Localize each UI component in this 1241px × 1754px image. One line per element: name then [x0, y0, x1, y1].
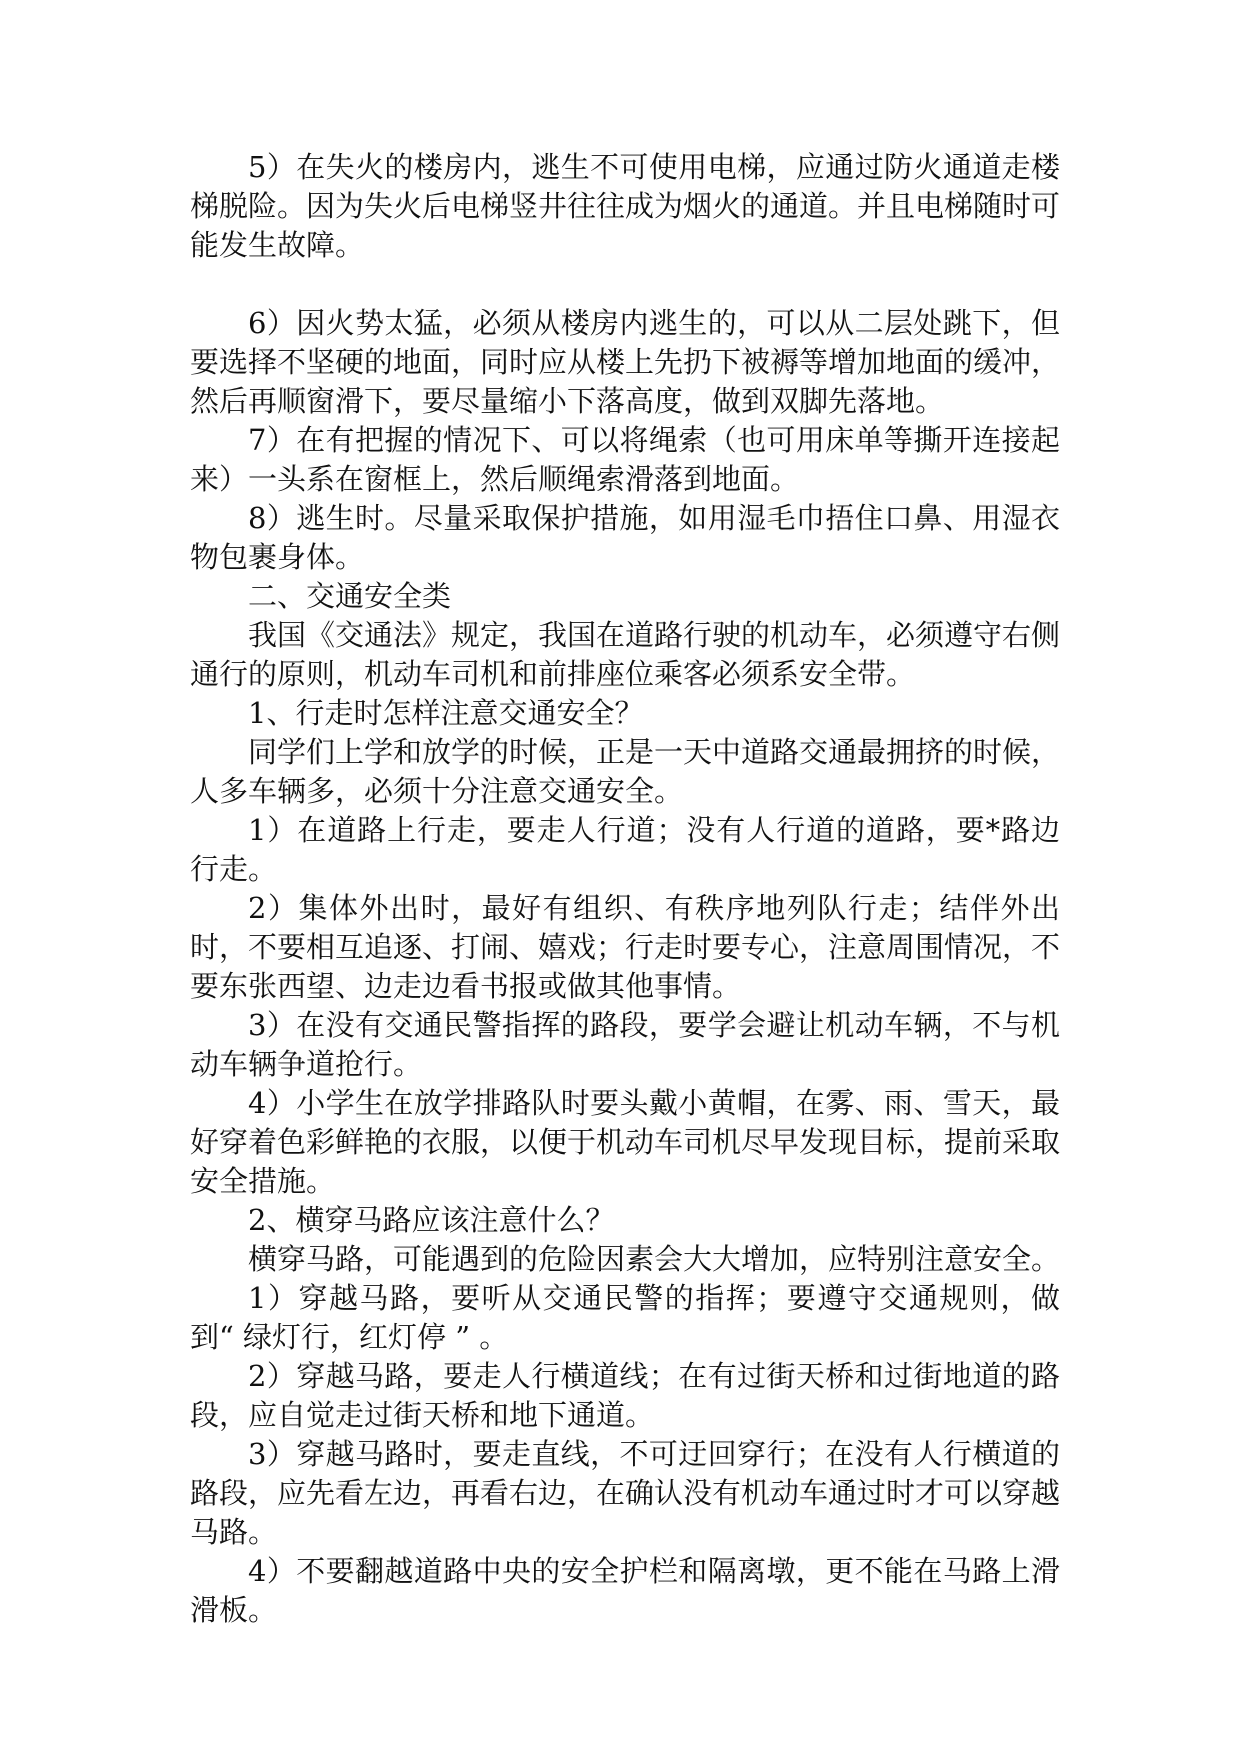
section-heading-traffic: 二、交通安全类 [248, 579, 452, 613]
paragraph-fire-protection: 8）逃生时。尽量采取保护措施，如用湿毛巾捂住口鼻、用湿衣物包裹身体。 [190, 501, 1060, 574]
paragraph-fire-jump: 6）因火势太猛，必须从楼房内逃生的，可以从二层处跳下，但要选择不坚硬的地面，同时应从楼上先扔下被褥等增加地面的缓冲，然后再顺窗滑下，要尽量缩小下落高度，做到双脚先落地。 [190, 306, 1061, 418]
paragraph-traffic-law: 我国《交通法》规定，我国在道路行驶的机动车，必须遵守右侧通行的原则，机动车司机和前排座位乘客必须系安全带。 [190, 618, 1061, 691]
paragraph-crossing-4: 4）不要翻越道路中央的安全护栏和隔离墩，更不能在马路上滑滑板。 [190, 1554, 1060, 1627]
paragraph-walking-1: 1）在道路上行走，要走人行道；没有人行道的道路，要*路边行走。 [190, 813, 1060, 886]
paragraph-walking-4: 4）小学生在放学排路队时要头戴小黄帽，在雾、雨、雪天，最好穿着色彩鲜艳的衣服，以便于机动车司机尽早发现目标，提前采取安全措施。 [190, 1086, 1061, 1198]
paragraph-walking-3: 3）在没有交通民警指挥的路段，要学会避让机动车辆，不与机动车辆争道抢行。 [190, 1008, 1060, 1081]
paragraph-crossing-3: 3）穿越马路时，要走直线，不可迂回穿行；在没有人行横道的路段，应先看左边，再看右边，在确认没有机动车通过时才可以穿越马路。 [190, 1437, 1061, 1549]
paragraph-fire-elevator: 5）在失火的楼房内，逃生不可使用电梯，应通过防火通道走楼梯脱险。因为失火后电梯竖井往往成为烟火的通道。并且电梯随时可能发生故障。 [190, 150, 1061, 262]
subheading-crossing-road: 2、横穿马路应该注意什么？ [248, 1203, 615, 1237]
paragraph-crossing-intro: 横穿马路，可能遇到的危险因素会大大增加，应特别注意安全。 [248, 1242, 1061, 1276]
document-body [190, 148, 1060, 1630]
paragraph-walking-intro: 同学们上学和放学的时候，正是一天中道路交通最拥挤的时候，人多车辆多，必须十分注意交通安全。 [190, 735, 1061, 808]
paragraph-crossing-2: 2）穿越马路，要走人行横道线；在有过街天桥和过街地道的路段，应自觉走过街天桥和地下通道。 [190, 1359, 1060, 1432]
paragraph-walking-2: 2）集体外出时，最好有组织、有秩序地列队行走；结伴外出时，不要相互追逐、打闹、嬉戏；行走时要专心，注意周围情况，不要东张西望、边走边看书报或做其他事情。 [190, 891, 1061, 1003]
paragraph-crossing-1: 1）穿越马路，要听从交通民警的指挥；要遵守交通规则，做到“ 绿灯行，红灯停 ” 。 [190, 1281, 1060, 1354]
paragraph-fire-rope: 7）在有把握的情况下、可以将绳索（也可用床单等撕开连接起来）一头系在窗框上，然后顺绳索滑落到地面。 [190, 423, 1060, 496]
subheading-walking-safety: 1、行走时怎样注意交通安全？ [248, 696, 644, 730]
